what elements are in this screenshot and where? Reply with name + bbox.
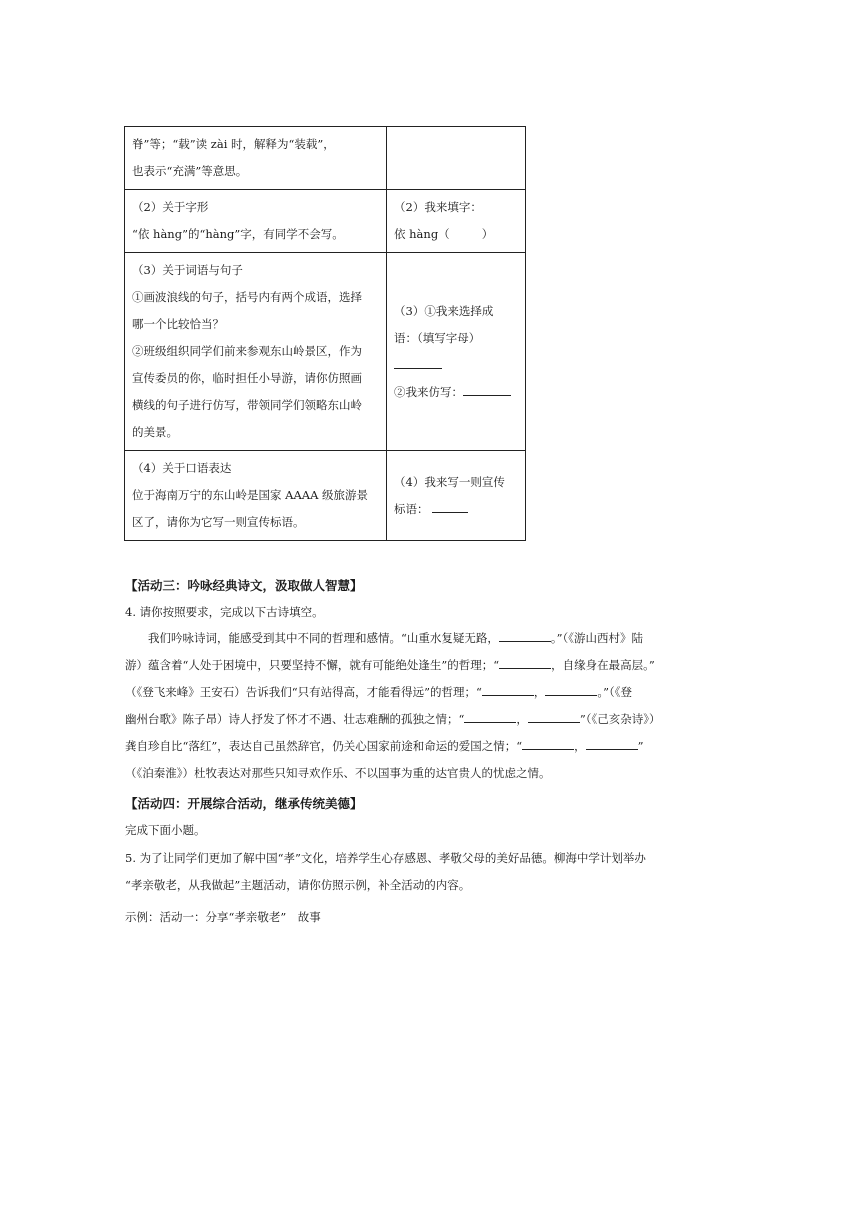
cell-text: （3）①我来选择成 [394, 303, 494, 318]
paragraph-line: （《泊秦淮》）杜牧表达对那些只知寻欢作乐、不以国事为重的达官贵人的忧虑之情。 [125, 766, 551, 780]
cell-text: （2）关于字形 [132, 200, 209, 214]
cell-text: （3）关于词语与句子 [132, 263, 243, 277]
cell-text: 位于海南万宁的东山岭是国家 AAAA 级旅游景 [132, 488, 369, 502]
paragraph-line: 我们吟咏诗词，能感受到其中不同的哲理和感情。“山重水复疑无路， 。”（《游山西村》陆 [148, 631, 644, 645]
fill-in-line: ②我来仿写： [394, 379, 518, 406]
cell-text: “依 hàng”的“hàng”字，有同学不会写。 [132, 227, 344, 241]
paragraph-line: 龚自珍自比“落红”，表达自己虽然辞官，仍关心国家前途和命运的爱国之情；“ ， ” [125, 739, 644, 753]
paragraph-line: （《登飞来峰》王安石）告诉我们“只有站得高，才能看得远”的哲理；“ ， 。”（《登 [125, 685, 633, 699]
table-cell [387, 451, 526, 541]
cell-text: 宣传委员的你，临时担任小导游，请你仿照画 [132, 371, 362, 385]
cell-text: （4）关于口语表达 [132, 461, 232, 475]
table-row [125, 451, 526, 541]
fill-in-blank[interactable] [394, 356, 442, 369]
fill-in-blank[interactable] [528, 710, 580, 723]
fill-in-line: 标语： [394, 496, 518, 523]
cell-text: 哪一个比较恰当？ [132, 317, 224, 331]
fill-in-blank[interactable] [482, 683, 534, 696]
cell-text: （4）我来写一则宣传 [394, 474, 505, 489]
question-paragraph [125, 625, 737, 787]
question-table [124, 126, 526, 541]
paragraph-line: 游）蕴含着“人处于困境中，只要坚持不懈，就有可能绝处逢生”的哲理；“ ，自缘身在最高层。” [125, 658, 655, 672]
cell-text: 区了，请你为它写一则宣传标语。 [132, 515, 305, 529]
fill-in-blank[interactable] [545, 683, 597, 696]
question-text: 5. 为了让同学们更加了解中国“孝”文化，培养学生心存感恩、孝敬父母的美好品德。柳海中学计划举办 [125, 851, 646, 865]
fill-in-blank[interactable] [432, 500, 468, 513]
table-cell [125, 451, 387, 541]
cell-text: （2）我来填字： [394, 200, 482, 214]
fill-in-blank[interactable] [499, 656, 551, 669]
fill-in-line: 依 hàng（ ） [394, 227, 494, 241]
fill-in-blank[interactable] [499, 629, 551, 642]
table-cell [125, 253, 387, 451]
fill-in-blank[interactable] [463, 383, 511, 396]
question-text: “孝亲敬老，从我做起”主题活动，请你仿照示例，补全活动的内容。 [125, 878, 471, 892]
section-heading: 【活动四：开展综合活动，继承传统美德】 [125, 796, 363, 811]
cell-text: 语：（填写字母） [394, 330, 481, 345]
table-cell [125, 127, 387, 190]
table-row [125, 127, 526, 190]
fill-in-blank[interactable] [464, 710, 516, 723]
cell-text: 也表示“充满”等意思。 [132, 164, 248, 178]
cell-text: 横线的句子进行仿写，带领同学们领略东山岭 [132, 398, 362, 412]
cell-text: 脊”等；“载”读 zài 时，解释为“装载”， [132, 137, 335, 151]
section-heading: 【活动三：吟咏经典诗文，汲取做人智慧】 [125, 578, 363, 593]
table-cell [387, 253, 526, 451]
example-text: 示例：活动一：分享“孝亲敬老” 故事 [125, 910, 321, 924]
fill-in-blank[interactable] [586, 737, 638, 750]
table-cell [125, 190, 387, 253]
cell-text: 的美景。 [132, 425, 178, 439]
cell-text: ②班级组织同学们前来参观东山岭景区，作为 [132, 344, 362, 358]
paragraph-line: 幽州台歌》陈子昂）诗人抒发了怀才不遇、壮志难酬的孤独之情；“ ， ”（《己亥杂诗》） [125, 712, 661, 726]
table-row [125, 190, 526, 253]
table-cell [387, 190, 526, 253]
table-row [125, 253, 526, 451]
sub-intro: 完成下面小题。 [125, 823, 206, 837]
fill-in-line [394, 352, 518, 379]
question-intro: 4. 请你按照要求，完成以下古诗填空。 [125, 605, 324, 619]
fill-in-blank[interactable] [522, 737, 574, 750]
cell-text: ①画波浪线的句子，括号内有两个成语，选择 [132, 290, 362, 304]
table-cell-empty [387, 127, 526, 190]
